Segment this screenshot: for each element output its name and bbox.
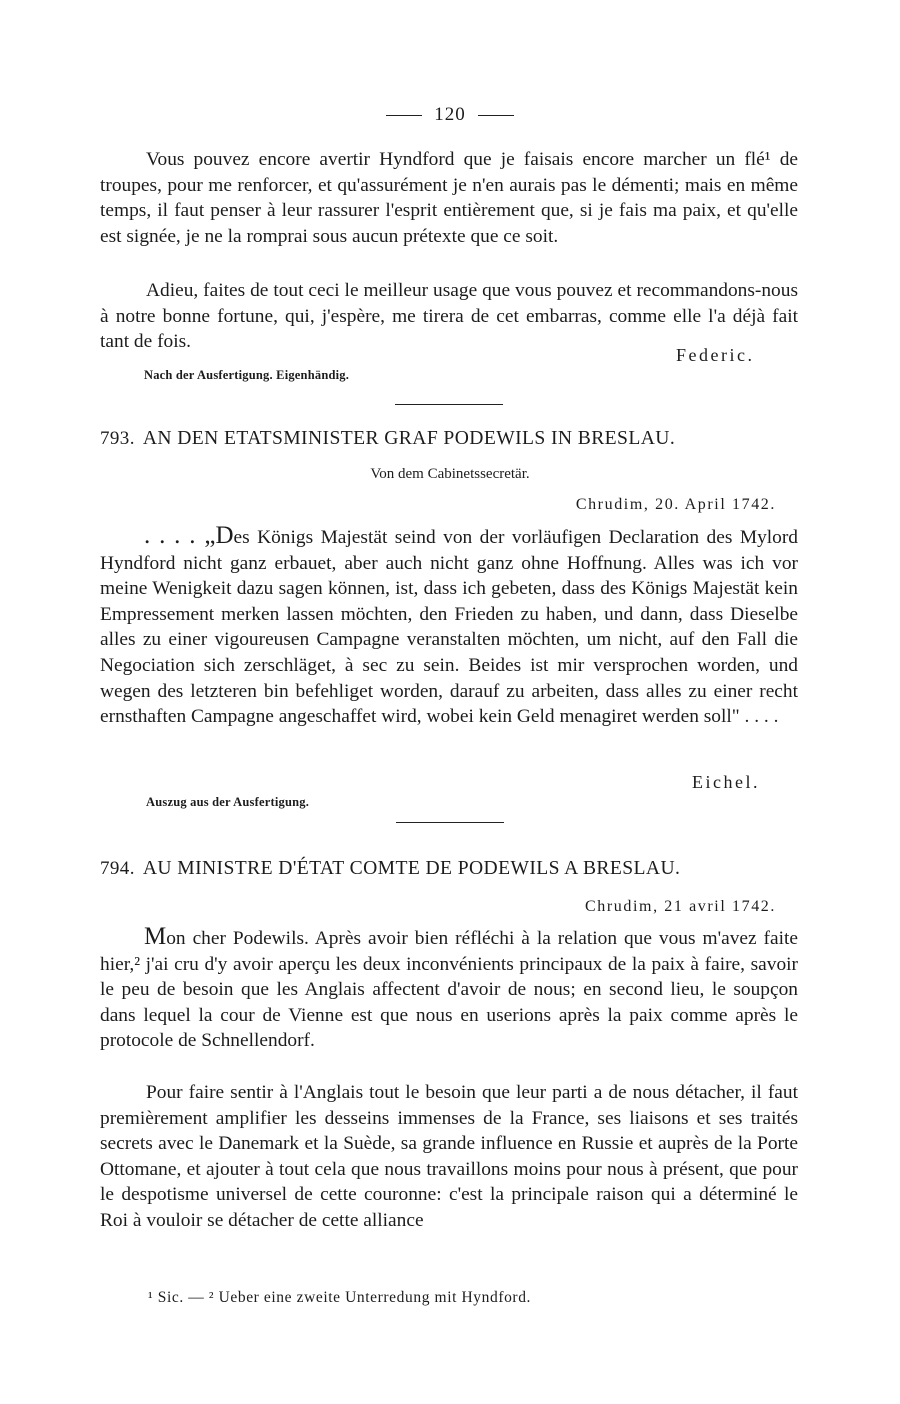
letter-793-lead: . . . . „D [144,522,234,549]
letter-793-dateline: Chrudim, 20. April 1742. [575,496,776,513]
letter-793-heading [100,428,800,450]
footnotes: ¹ Sic. — ² Ueber eine zweite Unterredung mit Hyndford. [148,1289,532,1306]
letter-793-subtitle: Von dem Cabinetssecretär. [370,466,530,482]
letter-793-body [100,523,798,730]
header-dash-left [386,115,422,116]
signature-federic: Federic. [676,345,755,365]
header-dash-right [478,115,514,116]
letter-793-text: es Königs Majestät seind von der vorläufigen Declaration des Mylord Hyndford nicht ganz erbauet, aber auch nicht ganz ohne Hoffnung. Alles was ich vor meine Wenigkeit dazu sagen können, ist, dass ich gebeten, dass des Königs Majestät kein Empressement merken lassen möchten, den Frieden zu haben, und dann, dass Dieselbe alles zu einer vigoureusen Campagne veranstalten möchten, um nicht, auf den Fall die Negociation sich zerschläget, à sec zu sein. Beides ist mir versprochen worden, und wegen des letzteren bin befehliget worden, darauf zu arbeiten, dass alles zu einer recht ernsthaften Campagne angeschaffet wird, wobei kein Geld menagiret werden soll" . . . . [100,527,799,728]
signature-eichel: Eichel. [692,772,760,792]
letter-793-number: 793. [100,428,135,449]
page-header [100,104,800,126]
letter-794-number: 794. [100,858,135,879]
source-note-1: Nach der Ausfertigung. Eigenhändig. [144,368,350,382]
letter-793-title: AN DEN ETATSMINISTER GRAF PODEWILS IN BRESLAU. [142,428,676,449]
source-note-2: Auszug aus der Ausfertigung. [146,795,310,809]
continuation-paragraph-2: Adieu, faites de tout ceci le meilleur usage que vous pouvez et recommandons-nous à notre bonne fortune, qui, j'espère, me tirera de cet embarras, comme elle l'a déjà fait tant de fois. [100,280,798,353]
letter-794-paragraph-1 [100,924,798,1054]
letter-794-dateline: Chrudim, 21 avril 1742. [584,898,776,915]
page-number: 120 [434,104,466,125]
letter-794-text: on cher Podewils. Après avoir bien réfléchi à la relation que vous m'avez faite hier,² j'ai cru d'y avoir aperçu les deux inconvénients principaux de la paix à faire, savoir le peu de besoin que les Anglais affectent d'avoir de nous; en second lieu, le soupçon dans lequel la cour de Vienne est que nous en userions après la paix comme après le protocole de Schnellendorf. [100,928,798,1052]
letter-794-lead: M [144,923,167,950]
separator-rule-2 [396,822,504,823]
continuation-paragraph-1: Vous pouvez encore avertir Hyndford que je faisais encore marcher un flé¹ de troupes, pour me renforcer, et qu'assurément je n'en aurais pas le démenti; mais en même temps, il faut penser à leur rassurer l'esprit entièrement que, si je fais ma paix, et qu'elle est signée, je ne la romprai sous aucun prétexte que ce soit. [100,149,798,247]
separator-rule-1 [395,404,503,405]
letter-794-paragraph-2: Pour faire sentir à l'Anglais tout le besoin que leur parti a de nous détacher, il faut premièrement amplifier les desseins immenses de la France, ses liaisons et ses traités secrets avec le Danemark et la Suède, sa grande influence en Russie et auprès de la Porte Ottomane, et ajouter à tout cela que nous travaillons moins pour nous à présent, que pour le despotisme universel de cette couronne: c'est la principale raison qui a déterminé le Roi à vouloir se détacher de cette alliance [100,1082,798,1231]
letter-794-title: AU MINISTRE D'ÉTAT COMTE DE PODEWILS A BRESLAU. [142,858,681,879]
letter-794-heading [100,858,800,880]
